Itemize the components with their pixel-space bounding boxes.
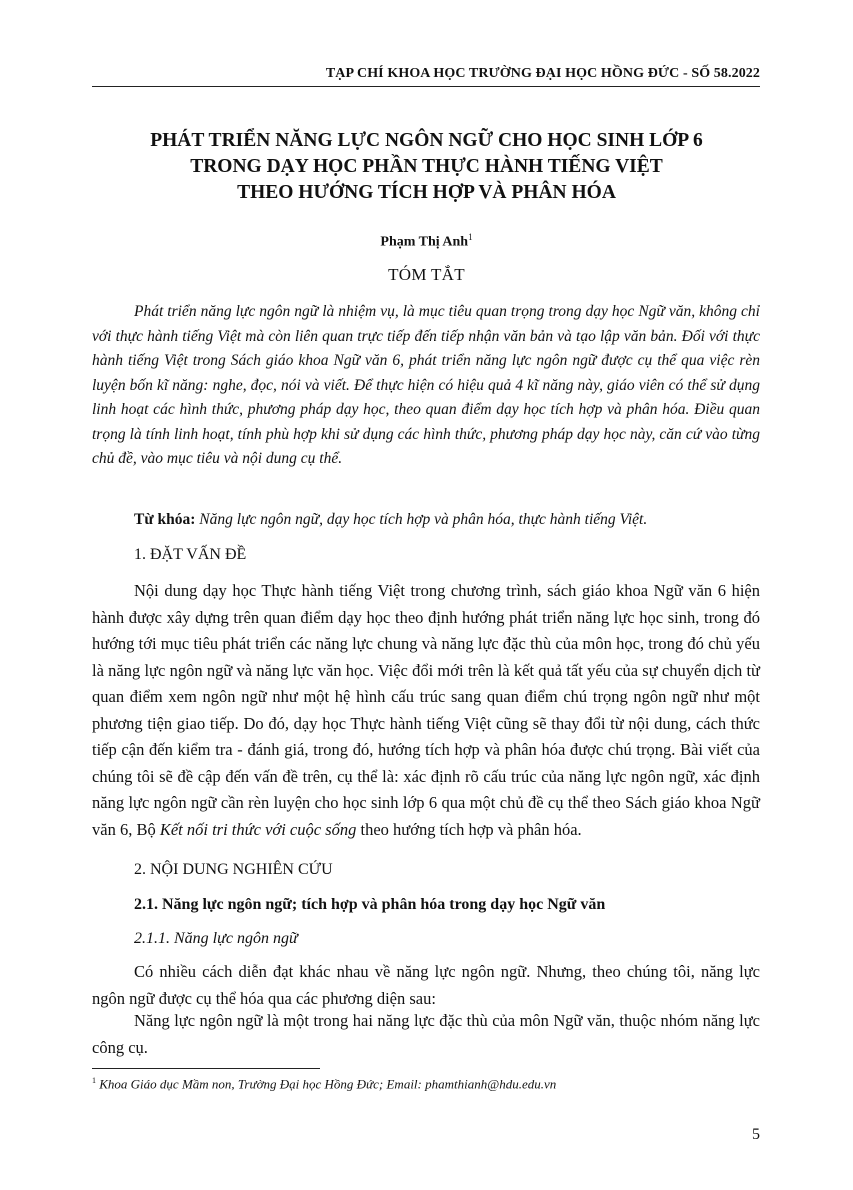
author-footnote-marker: 1 bbox=[468, 232, 473, 242]
footnote-divider bbox=[92, 1068, 320, 1069]
page-number: 5 bbox=[752, 1126, 760, 1143]
title-line-1: PHÁT TRIỂN NĂNG LỰC NGÔN NGỮ CHO HỌC SINH LỚP 6 bbox=[150, 130, 703, 151]
author-line bbox=[0, 232, 853, 251]
keywords-text: Năng lực ngôn ngữ, dạy học tích hợp và phân hóa, thực hành tiếng Việt. bbox=[195, 511, 648, 528]
subsubsection-2-1-1-heading: 2.1.1. Năng lực ngôn ngữ bbox=[134, 930, 298, 947]
footnote-marker: 1 bbox=[92, 1076, 96, 1085]
section-1-paragraph bbox=[92, 578, 760, 843]
author-name: Phạm Thị Anh bbox=[380, 234, 469, 250]
title-line-3: THEO HƯỚNG TÍCH HỢP VÀ PHÂN HÓA bbox=[237, 182, 616, 203]
footnote bbox=[92, 1076, 556, 1092]
section-1-text: Nội dung dạy học Thực hành tiếng Việt trong chương trình, sách giáo khoa Ngữ văn 6 hiện hành được xây dựng trên quan điểm dạy học theo định hướng phát triển năng lực học sinh, trong đó hướng tới mục tiêu phát triển các năng lực chung và năng lực đặc thù của môn học, trong đó chủ yếu là năng lực ngôn ngữ và năng lực văn học. Việc đổi mới trên là kết quả tất yếu của sự chuyển dịch từ quan điểm xem ngôn ngữ như một hệ hình cấu trúc sang quan điểm chú trọng ngôn ngữ như một phương tiện giao tiếp. Do đó, dạy học Thực hành tiếng Việt cũng sẽ thay đổi từ nội dung, cách thức tiếp cận đến kiểm tra - đánh giá, trong đó, hướng tích hợp và phân hóa được chú trọng. Bài viết của chúng tôi sẽ đề cập đến vấn đề trên, cụ thể là: xác định rõ cấu trúc của năng lực ngôn ngữ, xác định năng lực ngôn ngữ cần rèn luyện cho học sinh lớp 6 qua một chủ đề cụ thể theo Sách giáo khoa Ngữ văn 6, Bộ bbox=[92, 581, 760, 839]
section-1-text-end: theo hướng tích hợp và phân hóa. bbox=[356, 819, 582, 839]
journal-header: TẠP CHÍ KHOA HỌC TRƯỜNG ĐẠI HỌC HỒNG ĐỨC - SỐ 58.2022 bbox=[92, 66, 760, 87]
section-1-heading: 1. ĐẶT VẤN ĐỀ bbox=[134, 546, 247, 563]
section-2-paragraph-2: Năng lực ngôn ngữ là một trong hai năng lực đặc thù của môn Ngữ văn, thuộc nhóm năng lực công cụ. bbox=[92, 1011, 760, 1057]
book-series-title: Kết nối tri thức với cuộc sống bbox=[159, 819, 357, 839]
section-2-paragraph-1: Có nhiều cách diễn đạt khác nhau về năng lực ngôn ngữ. Nhưng, theo chúng tôi, năng lực ngôn ngữ được cụ thể hóa qua các phương diện sau: bbox=[92, 962, 760, 1008]
abstract-heading: TÓM TẮT bbox=[388, 265, 465, 284]
keywords bbox=[92, 508, 760, 532]
article-title bbox=[92, 128, 761, 206]
section-2-heading: 2. NỘI DUNG NGHIÊN CỨU bbox=[134, 861, 333, 878]
title-line-2: TRONG DẠY HỌC PHẦN THỰC HÀNH TIẾNG VIỆT bbox=[190, 156, 663, 177]
footnote-text: Khoa Giáo dục Mầm non, Trường Đại học Hồng Đức; Email: phamthianh@hdu.edu.vn bbox=[96, 1076, 557, 1092]
subsection-2-1-heading: 2.1. Năng lực ngôn ngữ; tích hợp và phân hóa trong dạy học Ngữ văn bbox=[134, 896, 606, 913]
abstract-text: Phát triển năng lực ngôn ngữ là nhiệm vụ, là mục tiêu quan trọng trong dạy học Ngữ văn, không chỉ với thực hành tiếng Việt mà còn liên quan trực tiếp đến tiếp nhận văn bản và tạo lập văn bản. Đối với thực hành tiếng Việt trong Sách giáo khoa Ngữ văn 6, phát triển năng lực ngôn ngữ được cụ thể qua việc rèn luyện bốn kĩ năng: nghe, đọc, nói và viết. Để thực hiện có hiệu quả 4 kĩ năng này, giáo viên có thể sử dụng linh hoạt các hình thức, phương pháp dạy học, theo quan điểm dạy học tích hợp và phân hóa. Điều quan trọng là tính linh hoạt, tính phù hợp khi sử dụng các hình thức, phương pháp dạy học này, căn cứ vào từng chủ đề, vào mục tiêu và nội dung cụ thể. bbox=[92, 303, 760, 467]
keywords-label: Từ khóa: bbox=[134, 511, 196, 528]
